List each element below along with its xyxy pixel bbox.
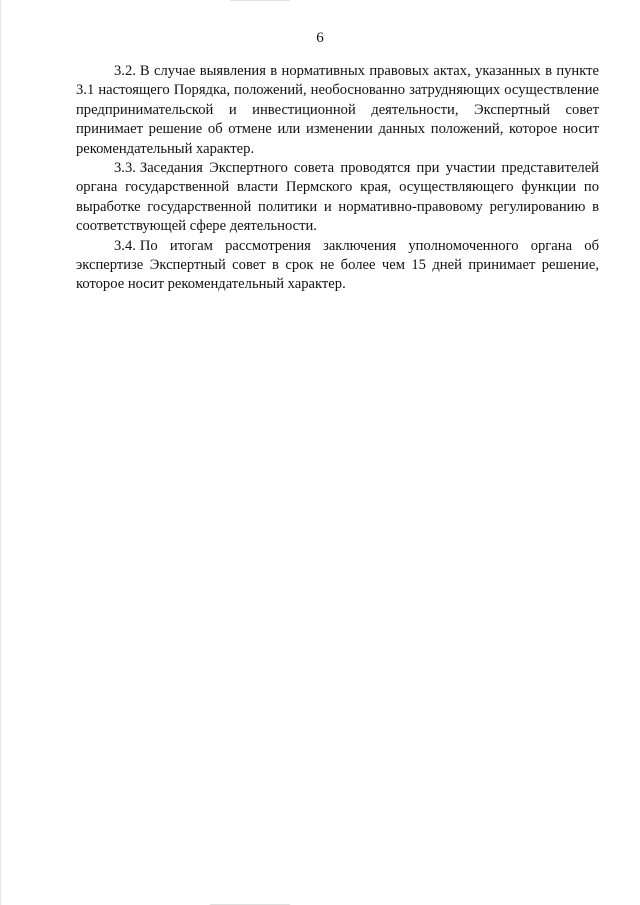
paragraph-3-3 <box>76 159 599 237</box>
page-number: 6 <box>316 30 324 46</box>
paragraph-text: По итогам рассмотрения заключения уполномоченного органа об экспертизе Экспертный совет в срок не более чем 15 дней принимает решение, которое носит рекомендательный характер. <box>76 237 599 293</box>
paragraph-3-4 <box>76 237 599 295</box>
scan-edge-top <box>230 0 290 1</box>
paragraph-text: Заседания Экспертного совета проводятся при участии представителей органа государственной власти Пермского края, осуществляющего функции по выработке государственной политики и нормативно-правовому регулированию в соответствующей сфере деятельности. <box>76 160 599 235</box>
paragraph-number: 3.4. <box>114 237 136 254</box>
paragraph-number: 3.2. <box>114 63 136 79</box>
document-body <box>76 62 599 295</box>
paragraph-text: В случае выявления в нормативных правовых актах, указанных в пункте 3.1 настоящего Порядка, положений, необоснованно затрудняющих осуществление предпринимательской и инвестиционной деятельности, Экспертный совет принимает решение об отмене или изменении данных положений, которое носит рекомендательный характер. <box>76 63 599 157</box>
paragraph-number: 3.3. <box>114 160 136 177</box>
paragraph-3-2 <box>76 62 599 159</box>
scan-edge-left <box>0 0 1 905</box>
